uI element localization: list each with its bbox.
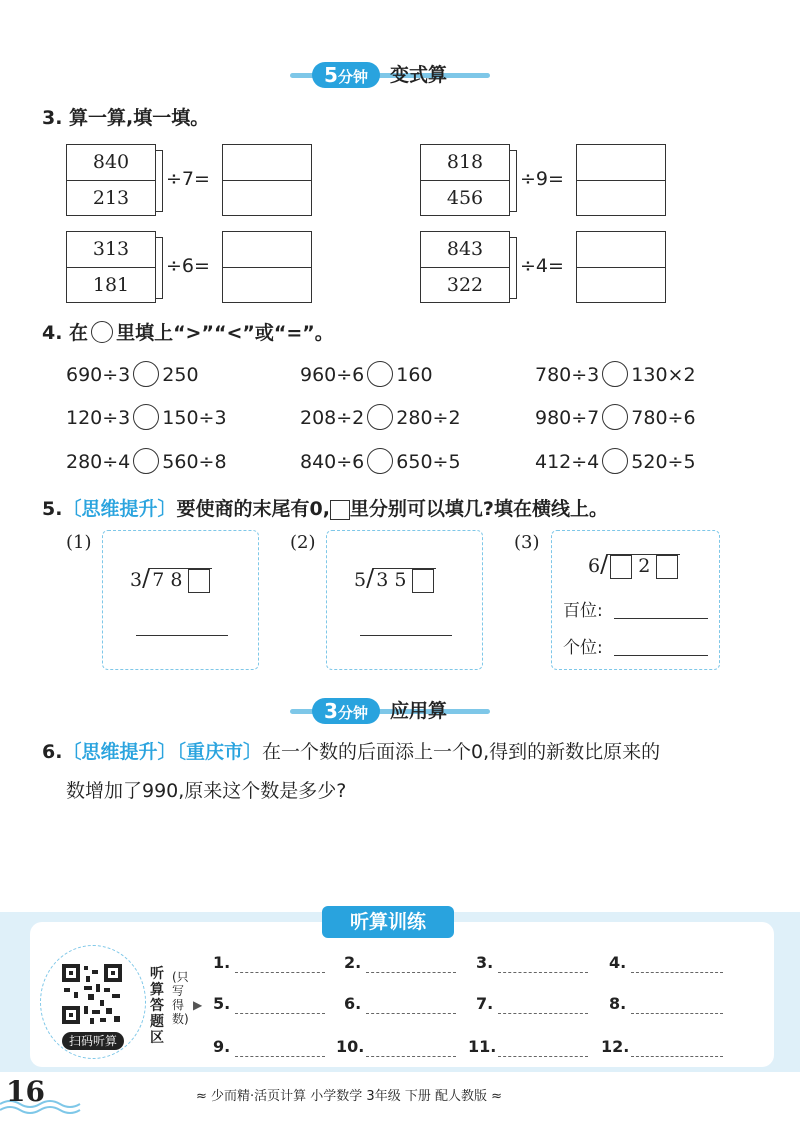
fill-square[interactable] xyxy=(656,555,678,579)
answer-number: 6. xyxy=(344,994,362,1013)
q4-item: 980÷7 780÷6 xyxy=(535,404,696,432)
q4-item: 780÷3 130×2 xyxy=(535,361,696,389)
answer-slot[interactable] xyxy=(498,971,588,973)
q5-division: 5/ 3 5 xyxy=(354,564,436,593)
compare-circle[interactable] xyxy=(133,361,159,387)
q6-line1: 6.〔思维提升〕〔重庆市〕在一个数的后面添上一个0,得到的新数比原来的 xyxy=(42,741,661,763)
q3-top-number: 840 xyxy=(67,145,155,181)
answer-number: 8. xyxy=(609,994,627,1013)
answer-number: 3. xyxy=(476,953,494,972)
q5-part-label: (2) xyxy=(290,532,316,553)
q5-title: 5.〔思维提升〕要使商的末尾有0, 里分别可以填几?填在横线上。 xyxy=(42,498,608,520)
banner-pill: 5分钟 xyxy=(312,62,380,88)
q3-answer-box[interactable] xyxy=(222,144,312,216)
answer-line[interactable] xyxy=(360,634,452,636)
banner-title: 应用算 xyxy=(390,700,448,722)
q3-operator: ÷7= xyxy=(166,168,210,190)
answer-number: 7. xyxy=(476,994,494,1013)
q3-left-box xyxy=(420,144,510,216)
fill-square[interactable] xyxy=(188,569,210,593)
answer-slot[interactable] xyxy=(498,1055,588,1057)
compare-circle[interactable] xyxy=(133,448,159,474)
answer-slot[interactable] xyxy=(366,1055,456,1057)
compare-circle[interactable] xyxy=(133,404,159,430)
qr-code-icon[interactable] xyxy=(60,962,124,1026)
fill-square[interactable] xyxy=(610,555,632,579)
q5-part-box xyxy=(102,530,259,670)
q3-bottom-number: 181 xyxy=(92,274,130,296)
q3-left-box xyxy=(66,144,156,216)
compare-circle[interactable] xyxy=(602,404,628,430)
answer-number: 4. xyxy=(609,953,627,972)
compare-circle[interactable] xyxy=(367,448,393,474)
q3-operator: ÷9= xyxy=(520,168,564,190)
ones-label: 个位: xyxy=(563,638,603,658)
q3-answer-box[interactable] xyxy=(576,231,666,303)
q3-top-number: 843 xyxy=(421,232,509,268)
q3-bottom-number: 213 xyxy=(92,187,130,209)
q4-title: 4. 在 里填上“>”“<”或“=”。 xyxy=(42,322,334,344)
q5-division: 6/ 2 xyxy=(588,550,680,579)
answer-slot[interactable] xyxy=(366,971,456,973)
page-number: 16 xyxy=(6,1075,45,1108)
q3-bottom-number: 456 xyxy=(446,187,484,209)
q4-item: 120÷3 150÷3 xyxy=(66,404,227,432)
fill-square[interactable] xyxy=(412,569,434,593)
answer-line[interactable] xyxy=(614,654,708,656)
q4-item: 280÷4 560÷8 xyxy=(66,448,227,476)
q3-brace xyxy=(510,150,517,212)
q4-item: 412÷4 520÷5 xyxy=(535,448,696,476)
answer-number: 9. xyxy=(213,1037,231,1056)
answer-slot[interactable] xyxy=(631,1012,723,1014)
q3-operator: ÷6= xyxy=(166,255,210,277)
q3-title: 3. 算一算,填一填。 xyxy=(42,107,210,129)
q4-item: 840÷6 650÷5 xyxy=(300,448,461,476)
q3-top-number: 313 xyxy=(67,232,155,268)
hundreds-label: 百位: xyxy=(563,601,603,621)
q5-part-label: (3) xyxy=(514,532,540,553)
listening-title: 听算训练 xyxy=(322,906,454,938)
listening-side-note: (只写得数) xyxy=(172,970,189,1026)
answer-number: 11. xyxy=(468,1037,497,1056)
section-banner-5min xyxy=(0,60,800,90)
q5-part-label: (1) xyxy=(66,532,92,553)
banner-title: 变式算 xyxy=(390,64,448,86)
answer-slot[interactable] xyxy=(366,1012,456,1014)
circle-icon xyxy=(91,321,113,343)
answer-slot[interactable] xyxy=(631,1055,723,1057)
compare-circle[interactable] xyxy=(367,361,393,387)
compare-circle[interactable] xyxy=(602,361,628,387)
arrow-right-icon: ▶ xyxy=(193,998,203,1012)
answer-slot[interactable] xyxy=(235,1012,325,1014)
q3-top-number: 818 xyxy=(421,145,509,181)
section-banner-3min xyxy=(0,696,800,726)
answer-number: 2. xyxy=(344,953,362,972)
q3-operator: ÷4= xyxy=(520,255,564,277)
q4-item: 690÷3 250 xyxy=(66,361,199,389)
q4-item: 960÷6 160 xyxy=(300,361,433,389)
q3-left-box xyxy=(66,231,156,303)
q3-bottom-number: 322 xyxy=(446,274,484,296)
footer-text: ≈ 少而精·活页计算 小学数学 3年级 下册 配人教版 ≈ xyxy=(196,1089,502,1104)
answer-slot[interactable] xyxy=(235,1055,325,1057)
banner-pill: 3分钟 xyxy=(312,698,380,724)
listening-side-label: 听算答题区 xyxy=(150,966,164,1046)
answer-slot[interactable] xyxy=(631,971,723,973)
answer-number: 10. xyxy=(336,1037,365,1056)
square-icon xyxy=(330,500,350,520)
compare-circle[interactable] xyxy=(602,448,628,474)
answer-slot[interactable] xyxy=(498,1012,588,1014)
q3-brace xyxy=(510,237,517,299)
q4-item: 208÷2 280÷2 xyxy=(300,404,461,432)
q6-line2: 数增加了990,原来这个数是多少? xyxy=(66,780,347,802)
q3-answer-box[interactable] xyxy=(576,144,666,216)
compare-circle[interactable] xyxy=(367,404,393,430)
answer-line[interactable] xyxy=(136,634,228,636)
q5-division: 3/ 7 8 xyxy=(130,564,212,593)
answer-number: 1. xyxy=(213,953,231,972)
q3-brace xyxy=(156,237,163,299)
q3-brace xyxy=(156,150,163,212)
q5-part-box xyxy=(326,530,483,670)
q3-left-box xyxy=(420,231,510,303)
answer-number: 5. xyxy=(213,994,231,1013)
qr-label: 扫码听算 xyxy=(62,1032,124,1050)
answer-number: 12. xyxy=(601,1037,630,1056)
q3-answer-box[interactable] xyxy=(222,231,312,303)
answer-line[interactable] xyxy=(614,617,708,619)
answer-slot[interactable] xyxy=(235,971,325,973)
